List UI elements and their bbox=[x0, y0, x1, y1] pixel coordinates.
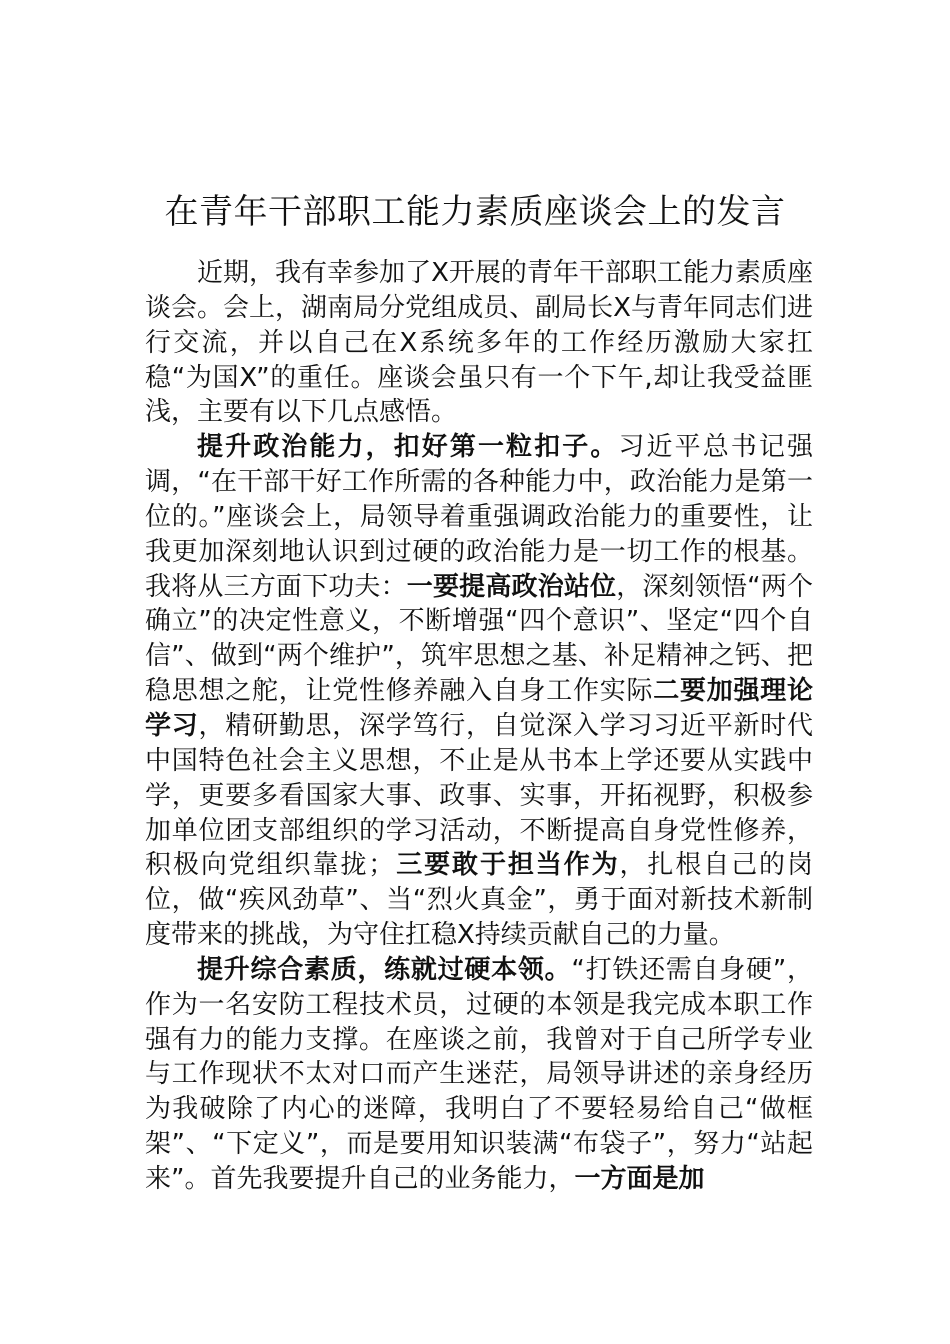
paragraph-intro bbox=[145, 256, 813, 430]
emphasis-point-1: 一要提高政治站位 bbox=[406, 571, 617, 602]
paragraph-text: ，深刻领悟“两个确立”的决定性意义，不断增强“四个意识”、坚定“四个自信”、做到“两个维护”，筑牢思想之基、补足精神之钙、把稳思想之舵，让党性修养融入自身工作实际 bbox=[145, 571, 813, 707]
paragraph-text: 习近平总书记强调，“在干部干好工作所需的各种能力中，政治能力是第一位的。”座谈会上，局领导着重强调政治能力的重要性，让我更加深刻地认识到过硬的政治能力是一切工作的根基。我将从三方面下功夫： bbox=[145, 432, 813, 602]
paragraph-text: “打铁还需自身硬”，作为一名安防工程技术员，过硬的本领是我完成本职工作强有力的能力支撑。在座谈之前，我曾对于自己所学专业与工作现状不太对口而产生迷茫，局领导讲述的亲身经历为我破除了内心的迷障，我明白了不要轻易给自己“做框架”、“下定义”，而是要用知识装满“布袋子”，努力“站起来”。首先我要提升自己的业务能力， bbox=[145, 954, 813, 1194]
paragraph-text: ，扎根自己的岗位，做“疾风劲草”、当“烈火真金”，勇于面对新技术新制度带来的挑战，为守住扛稳X持续贡献自己的力量。 bbox=[145, 850, 813, 951]
paragraph-text: ，精研勤思，深学笃行，自觉深入学习习近平新时代中国特色社会主义思想，不止是从书本上学还要从实践中学，更要多看国家大事、政事、实事，开拓视野，积极参加单位团支部组织的学习活动，不断提高自身党性修养，积极向党组织靠拢； bbox=[145, 710, 813, 881]
paragraph-comprehensive-quality bbox=[145, 953, 813, 1197]
paragraph-political-ability bbox=[145, 430, 813, 953]
emphasis-point-3: 三要敢于担当作为 bbox=[394, 850, 620, 881]
emphasis-point-1: 一方面是加 bbox=[574, 1163, 705, 1194]
document-title: 在青年干部职工能力素质座谈会上的发言 bbox=[164, 191, 786, 232]
paragraph-text: 近期，我有幸参加了X开展的青年干部职工能力素质座谈会。会上，湖南局分党组成员、副局长X与青年同志们进行交流，并以自己在X系统多年的工作经历激励大家扛稳“为国X”的重任。座谈会虽只有一个下午,却让我受益匪浅，主要有以下几点感悟。 bbox=[145, 258, 813, 428]
emphasis-point-2: 二要加强理论学习 bbox=[145, 676, 813, 741]
section-heading: 提升政治能力，扣好第一粒扣子。 bbox=[197, 432, 619, 463]
document-body bbox=[145, 256, 813, 1197]
section-heading: 提升综合素质，练就过硬本领。 bbox=[197, 954, 572, 985]
